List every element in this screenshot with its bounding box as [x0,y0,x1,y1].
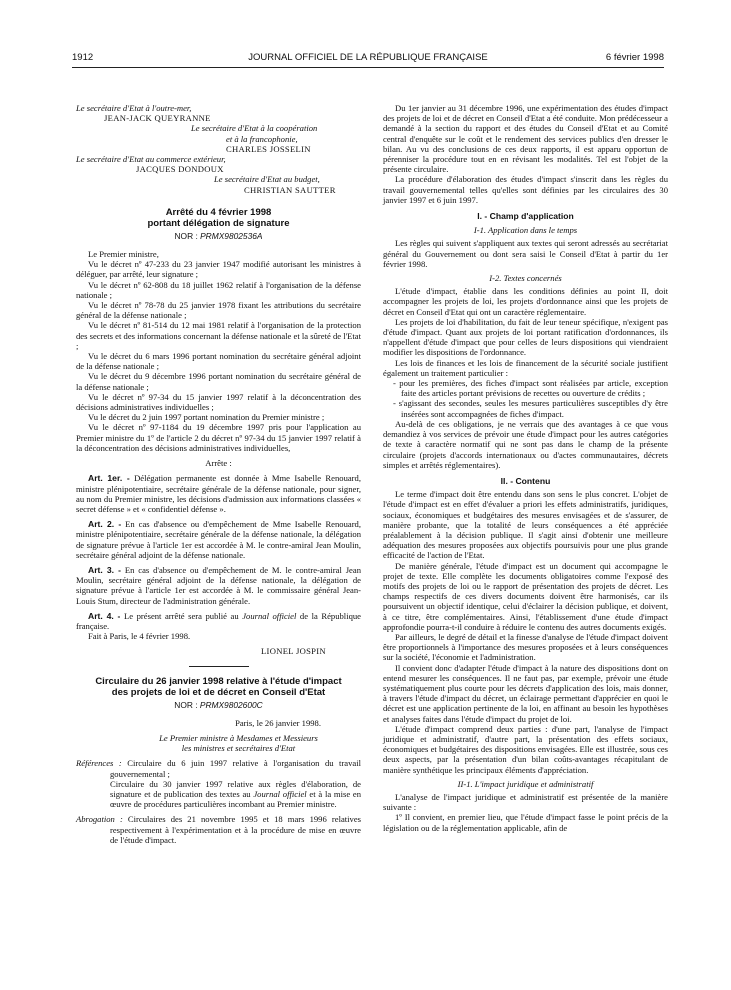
circulaire-title [76,676,361,698]
references-text: Circulaire du 30 janvier 1997 relative aux règles d'élaboration, de signature et de publication des textes au [110,778,361,799]
references-label: Références : [76,758,122,769]
right-column [383,103,668,833]
arrete-signer: LIONEL JOSPIN [261,646,326,657]
article-label: Art. 2. - [88,519,122,530]
left-column [76,103,361,845]
article-text: Délégation permanente est donnée à Mme Isabelle Renouard, ministre plénipotentiaire, secrétaire générale de la défense nationale, pour signer, au nom du Premier ministre, les décisions d'admission aux informations classées « secret défense » et « confidentiel défense ». [76,473,361,514]
body-paragraph: Vu le décret du 9 décembre 1996 portant nomination du secrétaire général de la défense nationale ; [76,371,361,392]
references-text: et à la mise en œuvre de procédures particulières incombant au Premier ministre. [110,788,361,810]
nor-label: NOR : [174,230,198,241]
arrete-title [76,207,361,229]
body-paragraph: Le Premier ministre, [88,249,159,260]
body-paragraph: Par ailleurs, le degré de détail et la finesse d'analyse de l'étude d'impact doivent être proportionnels à l'importance des mesures proposées et à leurs conséquences sur la société, l'économie et l'administration. [383,631,668,663]
body-paragraph: Vu le décret nº 81-514 du 12 mai 1981 relatif à l'organisation de la protection des secrets et des informations concernant la défense nationale et la sûreté de l'Etat ; [76,320,361,351]
article-text: de la République française. [76,610,361,631]
page-header [72,53,664,67]
signature-role: Le secrétaire d'Etat à l'outre-mer, [76,103,192,113]
journal-title: JOURNAL OFFICIEL DE LA RÉPUBLIQUE FRANÇAISE [248,52,488,63]
article [76,611,361,631]
article-label: Art. 3. - [88,564,122,575]
signature-role: et à la francophonie, [226,133,298,144]
signature-role: Le secrétaire d'Etat au commerce extérieur, [76,154,226,165]
article-label: Art. 4. - [88,610,121,621]
issue-date: 6 février 1998 [605,52,664,63]
references-text: Circulaire du 6 juin 1997 relative à l'organisation du travail gouvernemental ; [110,758,362,779]
body-paragraph: L'étude d'impact comprend deux parties : d'une part, l'analyse de l'impact juridique et administratif, d'autre part, la présentation des effets sociaux, économiques et budgétaires des dispositions envisagées. Elle est illustrée, sous ces deux aspects, par la présentation d'un bilan coûts-avantages récapitulant de manière synthétique les principaux éléments d'appréciation. [383,723,668,775]
nor-code: PRMX9802536A [200,230,263,241]
references [76,758,361,778]
article [76,565,361,606]
body-paragraph: Les projets de loi d'habilitation, du fait de leur teneur spécifique, n'exigent pas d'étude d'impact. Quant aux projets de loi portant ratification d'ordonnances, ils n'appellent d'étude d'impact que pour celles de leurs dispositions qui viendraient modifier les dispositions de l'ordonnance. [383,316,668,358]
abrogation-label: Abrogation : [76,814,123,825]
body-paragraph: Du 1er janvier au 31 décembre 1996, une expérimentation des études d'impact des projets de loi et de décret en Conseil d'Etat a été conduite. Mon prédécesseur a demandé à la section du rapport et des études du Conseil d'Etat et au Comité central d'enquête sur le coût et le rendement des services publics d'en dresser le bilan. Au vu des conclusions de ces deux rapports, il est apparu opportun de pérenniser la procédure tout en en révisant les modalités. Tel est l'objet de la présente circulaire. [383,103,668,175]
subsection-heading: I-2. Textes concernés [489,273,562,284]
abrogation-text: Circulaires des 21 novembre 1995 et 18 mars 1996 relatives respectivement à l'expérimentation et à la procédure de mise en œuvre de l'étude d'impact. [110,814,361,845]
body-paragraph: Vu le décret nº 78-78 du 25 janvier 1978 fixant les attributions du secrétaire général de la défense nationale ; [76,300,361,321]
signature-role: Le secrétaire d'Etat à la coopération [191,123,318,134]
signature-name: CHARLES JOSSELIN [226,143,311,154]
list-item: - pour les premières, des fiches d'impact sont réalisées par article, exception faite des articles portant prévisions de recettes ou ouverture de crédits ; [393,378,668,399]
body-paragraph: Vu le décret nº 97-1184 du 19 décembre 1997 pris pour l'application au Premier ministre du 1º de l'article 2 du décret nº 97-34 du 15 janvier 1997 relatif à la déconcentration des décisions administratives individuelles, [76,422,361,453]
article-text: En cas d'absence ou d'empêchement de M. le contre-amiral Jean Moulin, secrétaire général adjoint de la défense nationale, la délégation de signature prévue à l'article 1er est accordée à M. le commissaire général Jean-Louis Stum, directeur de l'administration générale. [76,564,361,606]
list-item: - s'agissant des secondes, seules les mesures particulières susceptibles d'y être insérées sont accompagnées de fiches d'impact. [393,398,668,419]
addressee: Le Premier ministre à Mesdames et Messieurs [159,732,318,743]
nor-code: PRMX9802600C [199,699,263,710]
references-italic: Journal officiel [253,788,307,799]
body-paragraph: 1º Il convient, en premier lieu, que l'étude d'impact fasse le point précis de la législation ou de la réglementation applicable, afin de [383,812,668,833]
body-paragraph: L'étude d'impact, établie dans les conditions définies au point II, doit accompagner les projets de loi, les projets d'ordonnance ainsi que les projets de décret en Conseil d'Etat qui ont un caractère réglementaire. [383,286,668,317]
body-paragraph: Les règles qui suivent s'appliquent aux textes qui seront adressés au secrétariat général du Gouvernement ou dont sera saisi le Conseil d'Etat à partir du 1er février 1998. [383,238,668,269]
arrete-nor [76,231,361,241]
circulaire-title-line2: des projets de loi et de décret en Conseil d'Etat [111,686,326,698]
article-label: Art. 1er. - [88,473,130,484]
arrete-title-line2: portant délégation de signature [147,217,290,229]
circulaire-title-line1: Circulaire du 26 janvier 1998 relative à l'étude d'impact [95,675,342,687]
body-paragraph: Vu le décret nº 47-233 du 23 janvier 1947 modifié autorisant les ministres à déléguer, par arrêté, leur signature ; [76,259,361,280]
arrete-word: Arrête : [205,458,232,469]
article-text-italic: Journal officiel [242,610,297,621]
signature-name: JEAN-JACK QUEYRANNE [104,113,211,124]
body-paragraph: Au-delà de ces obligations, je ne verrais que des avantages à ce que vous demandiez à vos services de prévoir une étude d'impact pour les autres catégories de texte à caractère normatif qui ne sont pas dans le champ de la présente circulaire (projets d'accords internationaux ou d'actes communautaires, décrets simples et arrêtés réglementaires). [383,418,668,470]
article-text: En cas d'absence ou d'empêchement de Mme Isabelle Renouard, ministre plénipotentiaire, secrétaire générale de la défense nationale, la délégation de signature prévue à l'article 1er est accordée à M. le contre-amiral Jean Moulin, secrétaire général adjoint de la défense nationale. [76,519,362,560]
body-paragraph: Il convient donc d'adapter l'étude d'impact à la nature des dispositions dont on entend mesurer les conséquences. Il ne faut pas, par exemple, prévoir une étude systématiquement plus courte pour les décrets d'application des lois, mais donner, à travers l'étude d'impact du décret, un éclairage permettant d'apprécier en quoi le décret est une application pertinente de la loi, en affinant au besoin les hypothèses et analyses faites dans l'étude d'impact du projet de loi. [383,662,668,724]
subsection-heading: I-1. Application dans le temps [473,225,578,236]
body-paragraph: De manière générale, l'étude d'impact est un document qui accompagne le projet de texte. Elle complète les documents obligatoires comme l'exposé des motifs des projets de loi ou le rapport de présentation des projets de décret. Les champs respectifs de ces divers documents doivent être harmonisés, car ils poursuivent un objectif identique, celui d'éclairer la décision publique, et doivent, à ce titre, être complémentaires. Ainsi, l'établissement d'une étude d'impact approfondie pourra-t-il conduire à réduire le contenu des autres documents exigés. [383,560,668,632]
signature-role: Le secrétaire d'Etat au budget, [214,174,320,185]
body-paragraph: La procédure d'élaboration des études d'impact s'inscrit dans les règles du travail gouvernemental telles qu'elles sont définies par les circulaires des 30 janvier 1997 et 6 juin 1997. [383,174,668,205]
body-paragraph: Vu le décret nº 62-808 du 18 juillet 1962 relatif à l'organisation de la défense nationale ; [76,279,361,300]
article [76,473,361,514]
section-heading: II. - Contenu [500,475,551,486]
page-number: 1912 [72,52,94,63]
abrogation [76,814,361,845]
body-paragraph: Le terme d'impact doit être entendu dans son sens le plus concret. L'objet de l'étude d'impact est en effet d'évaluer a priori les effets administratifs, juridiques, sociaux, économiques et budgétaires des mesures envisagées et de s'assurer, de manière probante, que la totalité de leurs conséquences a été appréciée préalablement à la décision publique. Il s'agit ainsi d'obtenir une meilleure adéquation des mesures proposées aux objectifs poursuivis pour une plus grande efficacité de l'action de l'Etat. [383,489,668,561]
circulaire-nor [76,700,361,710]
section-separator [189,666,249,667]
subsection-heading: II-1. L'impact juridique et administratif [457,778,594,789]
addressee: les ministres et secrétaires d'Etat [181,743,296,754]
body-paragraph: Vu le décret nº 97-34 du 15 janvier 1997 relatif à la déconcentration des décisions administratives individuelles ; [76,391,361,413]
article [76,519,361,560]
arrete-title-line1: Arrêté du 4 février 1998 [165,206,272,218]
section-heading: I. - Champ d'application [477,211,574,222]
nor-label: NOR : [174,699,198,710]
body-paragraph: Vu le décret du 2 juin 1997 portant nomination du Premier ministre ; [88,412,325,423]
done-at: Fait à Paris, le 4 février 1998. [88,631,191,642]
body-paragraph: Vu le décret du 6 mars 1996 portant nomination du secrétaire général adjoint de la défense nationale ; [76,351,361,372]
body-paragraph: Les lois de finances et les lois de financement de la sécurité sociale justifient également un traitement particulier : [383,357,668,378]
body-paragraph: L'analyse de l'impact juridique et administratif est présentée de la manière suivante : [383,792,668,813]
header-rule [72,67,664,68]
circulaire-date: Paris, le 26 janvier 1998. [235,717,321,728]
signature-name: CHRISTIAN SAUTTER [244,184,336,195]
article-text: Le présent arrêté sera publié au [124,610,243,621]
references [76,779,361,810]
signature-name: JACQUES DONDOUX [136,164,224,175]
